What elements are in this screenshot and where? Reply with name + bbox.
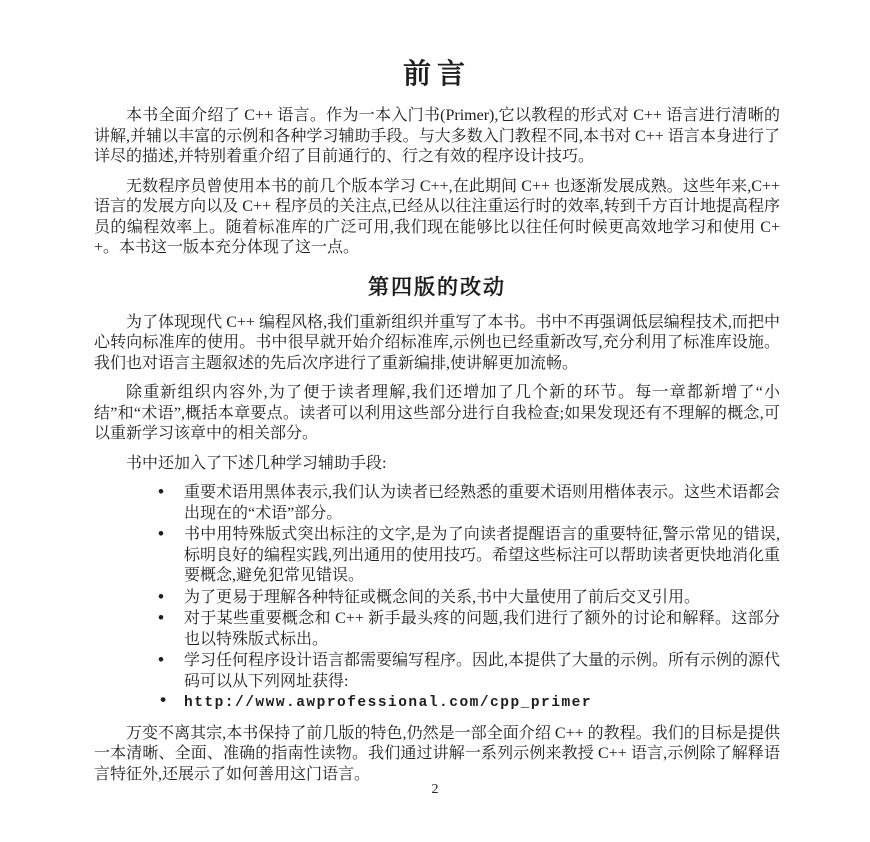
- list-item-special-format: • 书中用特殊版式突出标注的文字,是为了向读者提醒语言的重要特征,警示常见的错误,标明良好的编程实践,列出通用的使用技巧。希望这些标注可以帮助读者更快地消化重要概念,避免犯常见错误。: [184, 525, 780, 587]
- intro-paragraph-1: 本书全面介绍了 C++ 语言。作为一本入门书(Primer),它以教程的形式对 C++ 语言进行清晰的讲解,并辅以丰富的示例和各种学习辅助手段。与大多数入门教程不同,本书对 C++ 语言本身进行了详尽的描述,并特别着重介绍了目前通行的、行之有效的程序设计技巧。: [94, 107, 780, 165]
- list-item-extra-discussion: • 对于某些重要概念和 C++ 新手最头疼的问题,我们进行了额外的讨论和解释。这部分也以特殊版式标出。: [184, 609, 780, 650]
- list-item-bold-terms: • 重要术语用黑体表示,我们认为读者已经熟悉的重要术语则用楷体表示。这些术语都会出现在的“术语”部分。: [184, 483, 780, 524]
- list-intro-paragraph: 书中还加入了下述几种学习辅助手段:: [126, 454, 387, 472]
- source-code-url: • http://www.awprofessional.com/cpp_primer: [184, 693, 780, 714]
- page-number: 2: [431, 782, 439, 797]
- page-content: [94, 58, 780, 794]
- list-item-examples: • 学习任何程序设计语言都需要编写程序。因此,本提供了大量的示例。所有示例的源代码可以从下列网址获得:: [184, 651, 780, 692]
- intro-paragraph-2: 无数程序员曾使用本书的前几个版本学习 C++,在此期间 C++ 也逐渐发展成熟。这些年来,C++ 语言的发展方向以及 C++ 程序员的关注点,已经从以往注重运行时的效率,转到千方百计地提高程序员的编程效率上。随着标准库的广泛可用,我们现在能够比以往任何时候更高效地学习和使用 C++。本书这一版本充分体现了这一点。: [94, 177, 780, 256]
- learning-aids-list: [94, 483, 780, 714]
- closing-paragraph: 万变不离其宗,本书保持了前几版的特色,仍然是一部全面介绍 C++ 的教程。我们的目标是提供一本清晰、全面、准确的指南性读物。我们通过讲解一系列示例来教授 C++ 语言,示例除了解释语言特征外,还展示了如何善用这门语言。: [94, 724, 780, 783]
- section-heading: 第四版的改动: [368, 274, 506, 299]
- section-paragraph-1: 为了体现现代 C++ 编程风格,我们重新组织并重写了本书。书中不再强调低层编程技术,而把中心转向标准库的使用。书中很早就开始介绍标准库,示例也已经重新改写,充分利用了标准库设施。我们也对语言主题叙述的先后次序进行了重新编排,使讲解更加流畅。: [94, 313, 780, 372]
- list-item-cross-references: • 为了更易于理解各种特征或概念间的关系,书中大量使用了前后交叉引用。: [184, 588, 780, 609]
- page-title: 前言: [402, 59, 471, 90]
- section-paragraph-2: 除重新组织内容外,为了便于读者理解,我们还增加了几个新的环节。每一章都新增了“小结”和“术语”,概括本章要点。读者可以利用这些部分进行自我检查;如果发现还有不理解的概念,可以重新学习该章中的相关部分。: [94, 384, 780, 442]
